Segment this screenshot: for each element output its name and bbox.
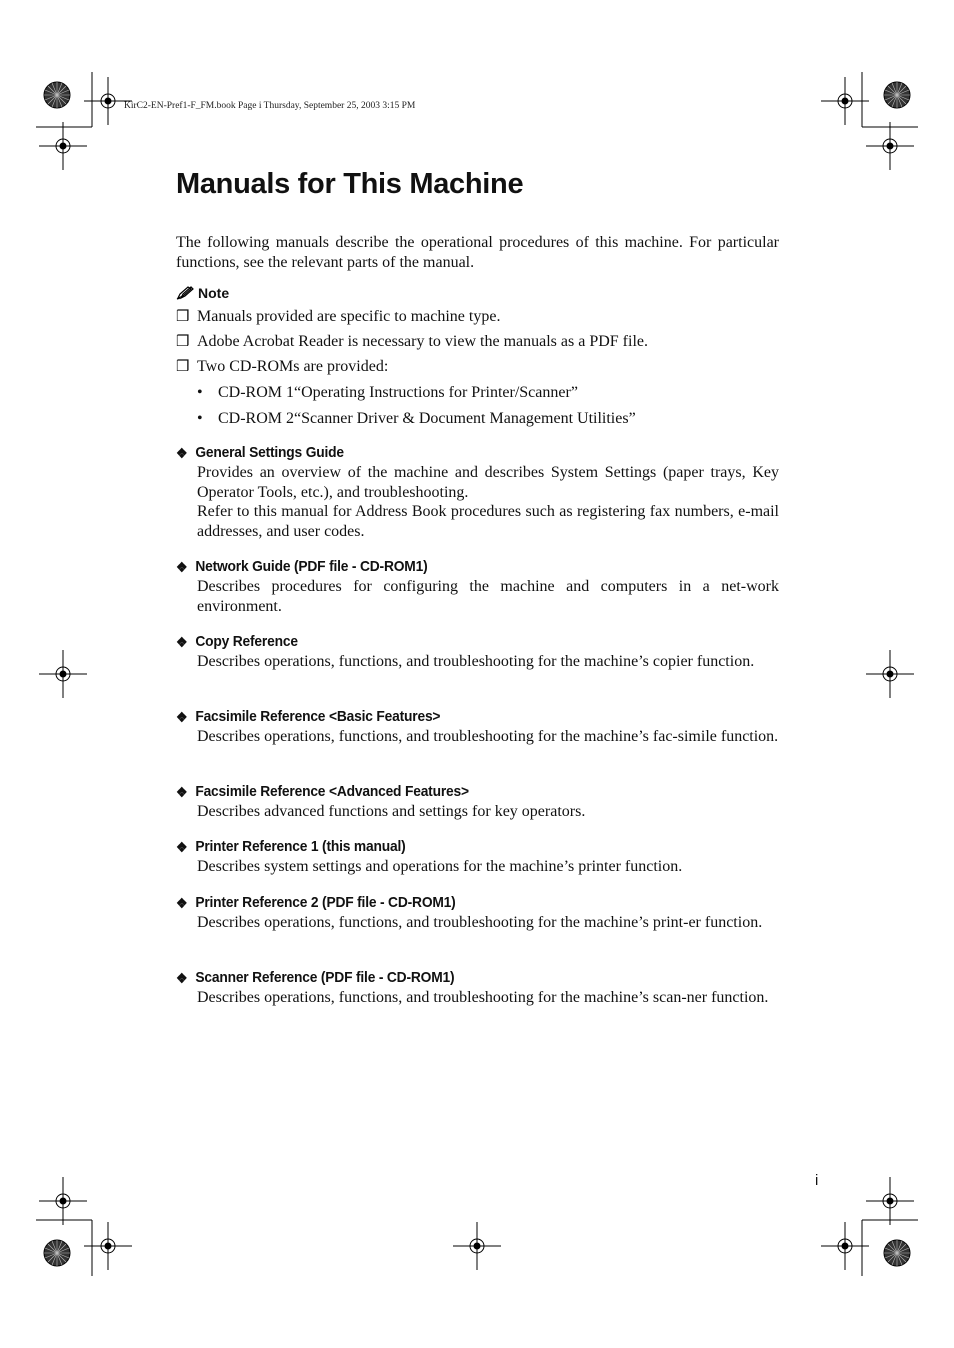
diamond-icon: ❖ xyxy=(176,970,188,986)
section-heading xyxy=(176,968,731,988)
cdrom-bullet xyxy=(197,383,578,403)
checkbox-icon: ❒ xyxy=(176,334,190,350)
bullet-icon: • xyxy=(197,410,203,427)
section-description: Describes system settings and operations for the machine’s printer function. xyxy=(197,858,683,875)
section-description: Describes operations, functions, and troubleshooting for the machine’s copier function. xyxy=(197,653,755,670)
manual-section-network-guide xyxy=(176,557,779,616)
section-description: Provides an overview of the machine and describes System Settings (paper trays, Key Operator Tools, etc.), and troubleshooting. xyxy=(197,464,779,501)
intro-paragraph: The following manuals describe the operational procedures of this machine. For particular functions, see the relevant parts of the manual. xyxy=(176,234,779,271)
section-heading xyxy=(176,782,731,802)
diamond-icon: ❖ xyxy=(176,634,188,650)
note-item xyxy=(176,307,500,327)
note-item-text: Adobe Acrobat Reader is necessary to view the manuals as a PDF file. xyxy=(197,333,648,350)
checkbox-icon: ❒ xyxy=(176,309,190,325)
bullet-icon: • xyxy=(197,384,203,401)
note-item-text: Manuals provided are specific to machine type. xyxy=(197,308,501,325)
page-number: i xyxy=(815,1172,819,1189)
diamond-icon: ❖ xyxy=(176,445,188,461)
checkbox-icon: ❒ xyxy=(176,359,190,375)
section-title: Printer Reference 2 (PDF file - CD-ROM1) xyxy=(195,894,456,911)
section-title: Network Guide (PDF file - CD-ROM1) xyxy=(195,558,428,575)
section-heading xyxy=(176,837,731,857)
file-info-header: KirC2-EN-Pref1-F_FM.book Page i Thursday, September 25, 2003 3:15 PM xyxy=(124,101,416,111)
diamond-icon: ❖ xyxy=(176,559,188,575)
note-item xyxy=(176,357,388,377)
section-description: Describes procedures for configuring the machine and computers in a net-work environment. xyxy=(197,578,779,615)
diamond-icon: ❖ xyxy=(176,709,188,725)
section-title: Scanner Reference (PDF file - CD-ROM1) xyxy=(195,969,455,986)
manual-section-fax-basic xyxy=(176,707,779,747)
section-heading xyxy=(176,557,731,577)
section-heading xyxy=(176,443,731,463)
section-heading xyxy=(176,707,731,727)
page-title: Manuals for This Machine xyxy=(176,168,524,200)
manual-section-scanner-ref xyxy=(176,968,779,1008)
section-description: Describes operations, functions, and troubleshooting for the machine’s scan-ner function. xyxy=(197,989,769,1006)
section-title: Facsimile Reference <Advanced Features> xyxy=(195,783,469,800)
cdrom-bullet xyxy=(197,409,636,429)
bullet-text: CD-ROM 1“Operating Instructions for Printer/Scanner” xyxy=(218,384,578,401)
note-heading xyxy=(176,285,229,301)
bullet-text: CD-ROM 2“Scanner Driver & Document Management Utilities” xyxy=(218,410,636,427)
section-description: Describes operations, functions, and troubleshooting for the machine’s print-er function. xyxy=(197,914,763,931)
diamond-icon: ❖ xyxy=(176,784,188,800)
section-description: Describes advanced functions and settings for key operators. xyxy=(197,803,586,820)
manual-section-general-settings xyxy=(176,443,779,541)
section-heading xyxy=(176,632,731,652)
manual-section-printer-ref-1 xyxy=(176,837,779,877)
section-description: Refer to this manual for Address Book procedures such as registering fax numbers, e-mail addresses, and user codes. xyxy=(197,503,779,540)
note-item-text: Two CD-ROMs are provided: xyxy=(197,358,389,375)
note-item xyxy=(176,332,648,352)
section-description: Describes operations, functions, and troubleshooting for the machine’s fac-simile function. xyxy=(197,728,779,745)
section-title: Facsimile Reference <Basic Features> xyxy=(195,708,441,725)
diamond-icon: ❖ xyxy=(176,895,188,911)
section-title: General Settings Guide xyxy=(195,444,344,461)
section-heading xyxy=(176,893,731,913)
section-title: Copy Reference xyxy=(195,633,298,650)
section-title: Printer Reference 1 (this manual) xyxy=(195,838,406,855)
manual-section-printer-ref-2 xyxy=(176,893,779,933)
note-label: Note xyxy=(198,285,230,301)
manual-section-copy-reference xyxy=(176,632,779,672)
pencil-icon xyxy=(176,286,194,300)
manual-section-fax-advanced xyxy=(176,782,779,822)
diamond-icon: ❖ xyxy=(176,839,188,855)
